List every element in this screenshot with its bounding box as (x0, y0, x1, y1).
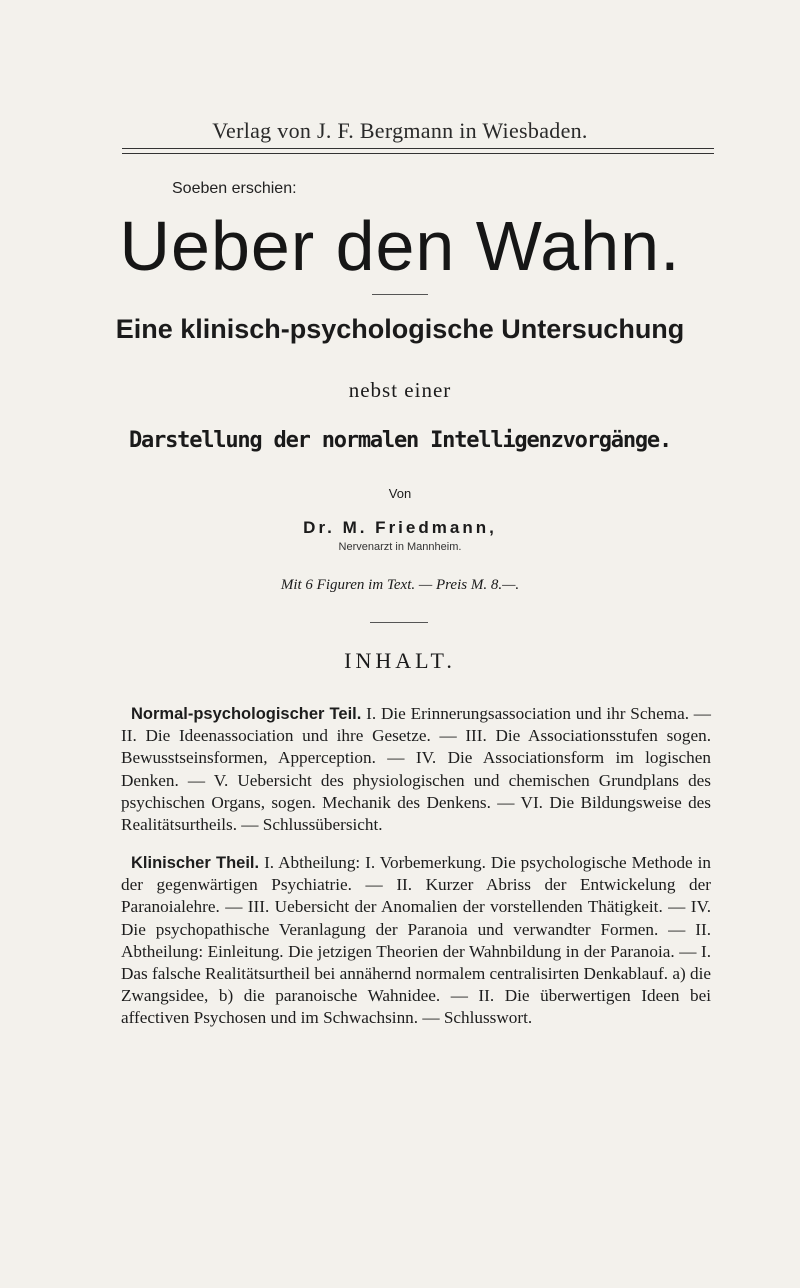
double-rule-divider (122, 148, 714, 154)
author-name: Dr. M. Friedmann, (303, 518, 497, 537)
subtitle-conjunction: nebst einer (348, 378, 452, 402)
book-title: Ueber den Wahn. (119, 207, 681, 285)
publisher-line: Verlag von J. F. Bergmann in Wiesbaden. (212, 118, 588, 143)
by-label: Von (388, 486, 412, 501)
contents-section-normal (121, 703, 711, 836)
short-rule-divider-2 (370, 622, 428, 623)
contents-section-heading: Klinischer Theil. (131, 854, 260, 872)
book-subtitle: Eine klinisch-psychologische Untersuchung (115, 314, 685, 344)
announcement-label: Soeben erschien: (172, 180, 297, 197)
short-rule-divider (372, 294, 428, 295)
contents-section-clinical (121, 852, 711, 1030)
author-affiliation: Nervenarzt in Mannheim. (338, 541, 462, 553)
contents-heading: INHALT. (344, 648, 456, 673)
figures-and-price: Mit 6 Figuren im Text. — Preis M. 8.—. (280, 577, 520, 593)
contents-section-text: I. Die Erinnerungsassociation und ihr Schema. — II. Die Ideenassociation und ihre Gesetze. — III. Die Associationsstufen sogen. Bewusstseinsformen, Apperception. — IV. Die Associationsform im logischen Denken. — V. Uebersicht des physiologischen und chemischen Grundplans des psychischen Organs, sogen. Mechanik des Denkens. — VI. Die Bildungsweise des Realitätsurtheils. — Schlussübersicht. (121, 704, 711, 835)
contents-section-text: I. Abtheilung: I. Vorbemerkung. Die psychologische Methode in der gegenwärtigen Psychiatrie. — II. Kurzer Abriss der Entwickelung der Paranoialehre. — III. Uebersicht der Anomalien der vorstellenden Thätigkeit. — IV. Die psychopathische Veranlagung der Paranoia und verwandter Formen. — II. Abtheilung: Einleitung. Die jetzigen Theorien der Wahnbildung in der Paranoia. — I. Das falsche Realitätsurtheil bei annähernd normalem centralisirten Denkablauf. a) die Zwangsidee, b) die paranoische Wahnidee. — II. Die überwertigen Ideen bei affectiven Psychosen und im Schwachsinn. — Schlusswort. (121, 853, 711, 1028)
contents-section-heading: Normal-psychologischer Teil. (131, 705, 362, 723)
book-subtitle-secondary: Darstellung der normalen Intelligenzvorgänge. (128, 428, 672, 453)
